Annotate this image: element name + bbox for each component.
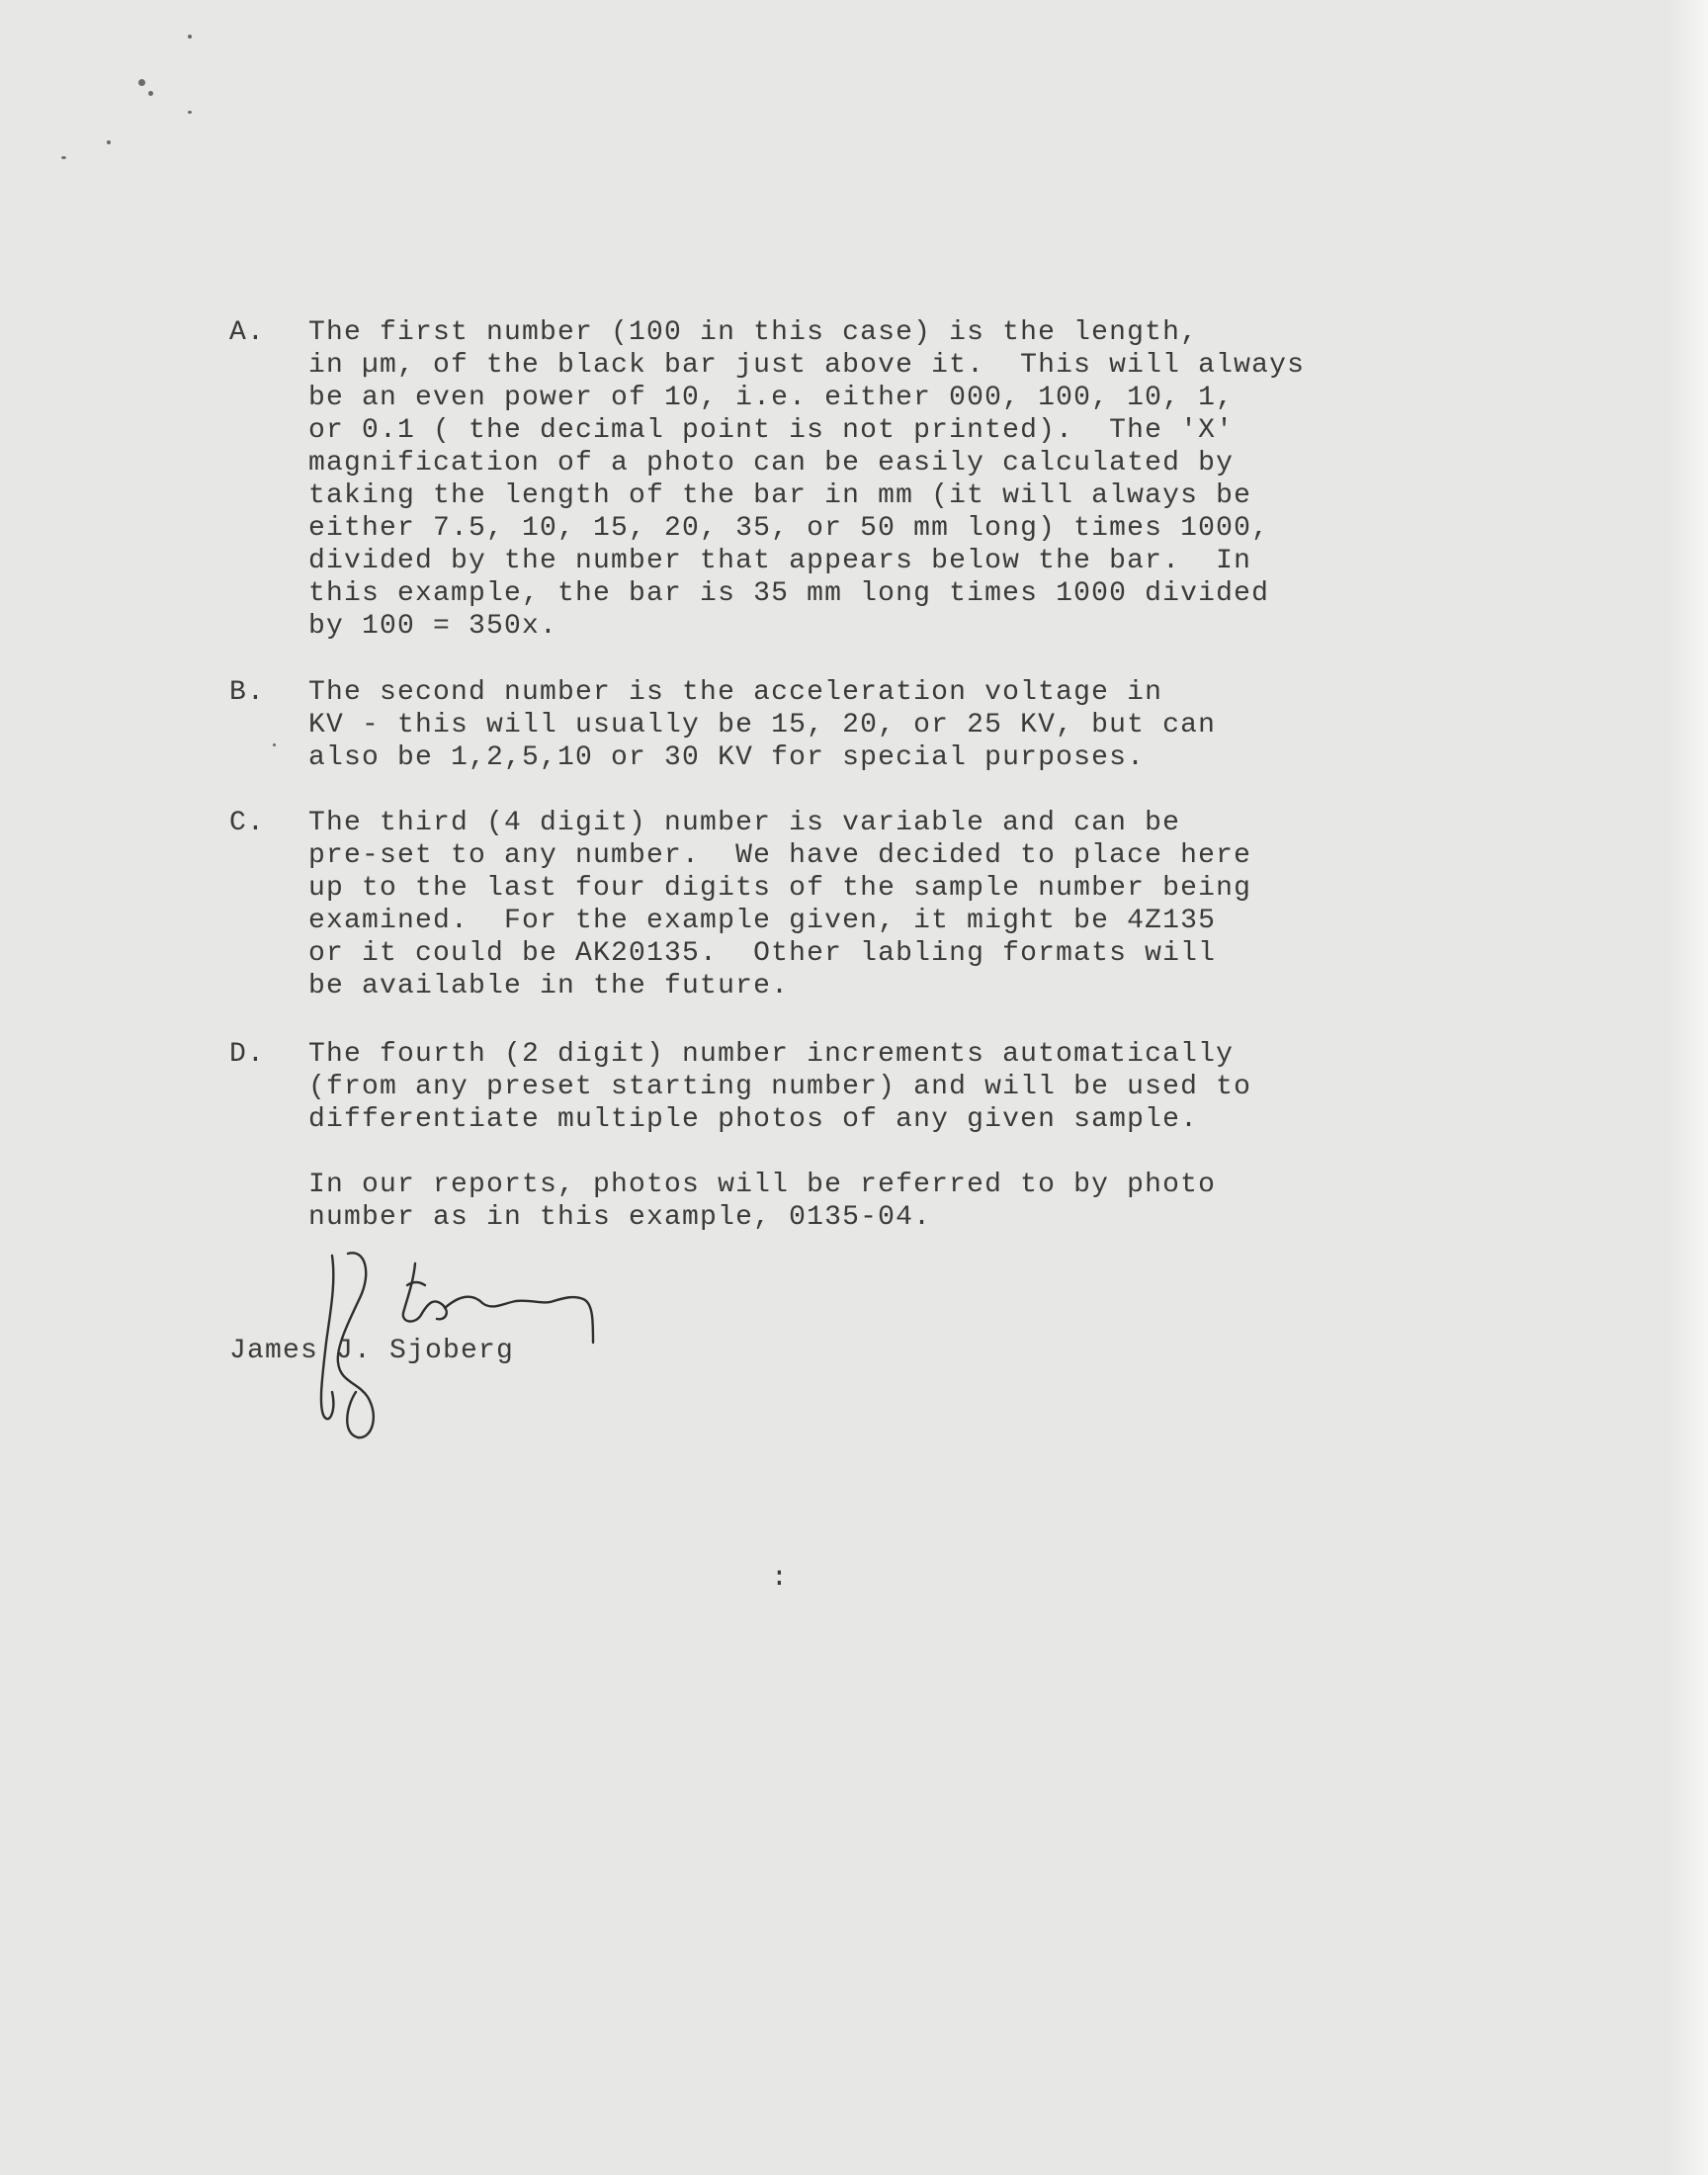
handwritten-signature: [297, 1244, 633, 1441]
item-d: [229, 1038, 1455, 1136]
item-a: [229, 316, 1455, 643]
colon-mark: :: [771, 1563, 788, 1594]
scan-speck: [61, 156, 66, 159]
page-edge-shadow: [1668, 0, 1708, 2175]
scan-speck: [138, 79, 145, 86]
item-text: The second number is the acceleration voltage in KV - this will usually be 15, 20, or 25 KV, but can also be 1,2,5,10 or 30 KV for special purposes.: [308, 677, 1217, 773]
item-text: The third (4 digit) number is variable and can be pre-set to any number. We have decided to place here up to the last four digits of the sample number being examined. For the example given, it might be 4Z135 or it could be AK20135. Other labling formats will be available in the future.: [308, 808, 1252, 1001]
item-label: A.: [229, 317, 266, 348]
item-label: D.: [229, 1039, 266, 1070]
scan-speck: [188, 111, 192, 114]
item-text: The first number (100 in this case) is the length, in µm, of the black bar just above it. This will always be an even power of 10, i.e. either 000, 100, 10, 1, or 0.1 ( the decimal point is not printed). The 'X' magnification of a photo can be easily calculated by taking the length of the bar in mm (it will always be either 7.5, 10, 15, 20, 35, or 50 mm long) times 1000, divided by the number that appears below the bar. In this example, the bar is 35 mm long times 1000 divided by 100 = 350x.: [308, 317, 1306, 642]
item-c: [229, 807, 1455, 1002]
item-b: [229, 676, 1455, 774]
closing-paragraph: In our reports, photos will be referred to by photo number as in this example, 0135-04.: [308, 1170, 1217, 1233]
item-label: B.: [229, 677, 266, 708]
item-label: C.: [229, 808, 266, 838]
signature-printed-name: James J. Sjoberg: [229, 1336, 515, 1366]
scan-speck: [148, 91, 153, 96]
item-text: The fourth (2 digit) number increments automatically (from any preset starting number) and will be used to differentiate multiple photos of any given sample.: [308, 1039, 1252, 1135]
scan-speck: [107, 140, 111, 144]
scan-speck: [188, 35, 192, 39]
